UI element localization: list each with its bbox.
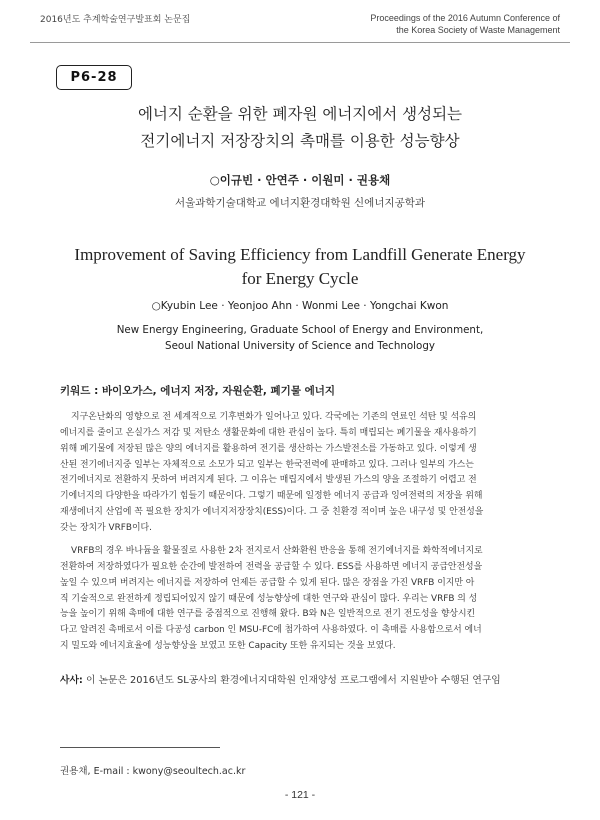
footnote-divider [60, 747, 220, 748]
title-korean [40, 101, 560, 155]
header-divider [30, 42, 570, 43]
affiliation-korean: 서울과학기술대학교 에너지환경대학원 신에너지공학과 [174, 197, 426, 209]
keywords: 키워드 : 바이오가스, 에너지 저장, 자원순환, 폐기물 에너지 [60, 385, 336, 397]
running-header-line1: Proceedings of the 2016 Autumn Conference of [370, 13, 560, 23]
paragraph-line: 능을 높이기 위해 촉매에 대한 연구를 중점적으로 진행해 왔다. B와 N은 일반적으로 전기 전도성을 향상시킨 [60, 609, 476, 620]
paragraph-line: 갖는 장치가 VRFB이다. [60, 522, 152, 533]
body-paragraph-1 [60, 410, 540, 537]
title-english-line1: Improvement of Saving Efficiency from Landfill Generate Energy [74, 245, 526, 264]
paragraph-line: 지구온난화의 영향으로 전 세계적으로 기후변화가 일어나고 있다. 각국에는 기존의 연료인 석탄 및 석유의 [71, 412, 477, 422]
title-korean-line1: 에너지 순환을 위한 폐자원 에너지에서 생성되는 [137, 105, 463, 123]
paper-id-badge: P6-28 [56, 65, 132, 90]
corresponding-author-footnote: 권용채, E-mail : kwony@seoultech.ac.kr [60, 766, 246, 777]
paragraph-line: 산된 전기에너지중 일부는 자체적으로 소모가 되고 일부는 한국전력에 판매하고 있다. 그러나 일부의 가스는 [60, 459, 474, 470]
running-header-english [370, 12, 560, 36]
acknowledgement [60, 672, 560, 686]
paragraph-line: 지 밀도와 에너지효율에 성능향상을 보였고 또한 Capacity 또한 유지되는 것을 보였다. [60, 641, 396, 652]
affiliation-english-line1: New Energy Engineering, Graduate School of Energy and Environment, [116, 324, 484, 336]
affiliation-english-line2: Seoul National University of Science and Technology [165, 340, 435, 352]
paragraph-line: 전환하여 저장하였다가 필요한 순간에 발전하여 전력을 공급할 수 있다. ESS를 사용하면 에너지 공급안전성을 [60, 561, 483, 572]
paragraph-line: 직 기술적으로 완전하게 정립되어있지 않기 때문에 성능향상에 대한 연구와 관심이 많다. 우리는 VRFB 의 성 [60, 593, 478, 604]
title-english [40, 243, 560, 291]
acknowledgement-label: 사사: [60, 675, 83, 686]
running-header-korean: 2016년도 추계학술연구발표회 논문집 [40, 15, 191, 25]
title-english-line2: for Energy Cycle [241, 269, 359, 288]
authors-english: ○Kyubin Lee · Yeonjoo Ahn · Wonmi Lee · Yongchai Kwon [151, 300, 449, 312]
body-paragraph-2 [60, 544, 540, 655]
authors-korean: ○이규빈 · 안연주 · 이원미 · 권용채 [209, 173, 391, 187]
acknowledgement-text: 이 논문은 2016년도 SL공사의 환경에너지대학원 인재양성 프로그램에서 지원받아 수행된 연구임 [82, 675, 501, 686]
title-korean-line2: 전기에너지 저장장치의 촉매를 이용한 성능향상 [140, 132, 460, 150]
page-number: - 121 - [284, 789, 316, 801]
running-header-line2: the Korea Society of Waste Management [396, 25, 560, 36]
paragraph-line: 다고 알려진 촉매로서 이를 다공성 carbon 인 MSU-FC에 첨가하여 사용하였다. 이 촉매를 사용함으로서 에너 [60, 625, 482, 636]
paragraph-line: 높일 수 있으며 버려지는 에너지를 저장하여 언제든 공급할 수 있게 된다. 많은 장점을 가진 VRFB 이지만 아 [60, 577, 475, 588]
affiliation-english [40, 322, 560, 354]
paragraph-line: 기에너지의 다양한을 따라가기 힘들기 때문이다. 그렇기 때문에 일정한 에너지 공급과 잉여전력의 저장을 위해 [60, 491, 483, 502]
paragraph-line: 재생에너지 산업에 꼭 필요한 장치가 에너지저장장치(ESS)이다. 그 중 친환경 적이며 높은 내구성 및 안전성을 [60, 507, 484, 518]
paragraph-line: VRFB의 경우 바나듐을 활물질로 사용한 2차 전지로서 산화환원 반응을 통해 전기에너지를 화학적에너지로 [71, 546, 483, 556]
paragraph-line: 전기에너지로 전환하지 못하여 버려지게 된다. 그 이유는 매립지에서 발생된 가스의 양을 조절하기 어렵고 전 [60, 475, 477, 486]
paragraph-line: 에너지를 줄이고 온실가스 저감 및 저탄소 생활문화에 대한 관심이 높다. 특히 매립되는 폐기물을 재사용하기 [60, 427, 477, 438]
paragraph-line: 위해 폐기물에 저장된 많은 양의 에너지를 활용하여 전기를 생산하는 가스발전소를 가동하고 있다. 이렇게 생 [60, 443, 477, 454]
